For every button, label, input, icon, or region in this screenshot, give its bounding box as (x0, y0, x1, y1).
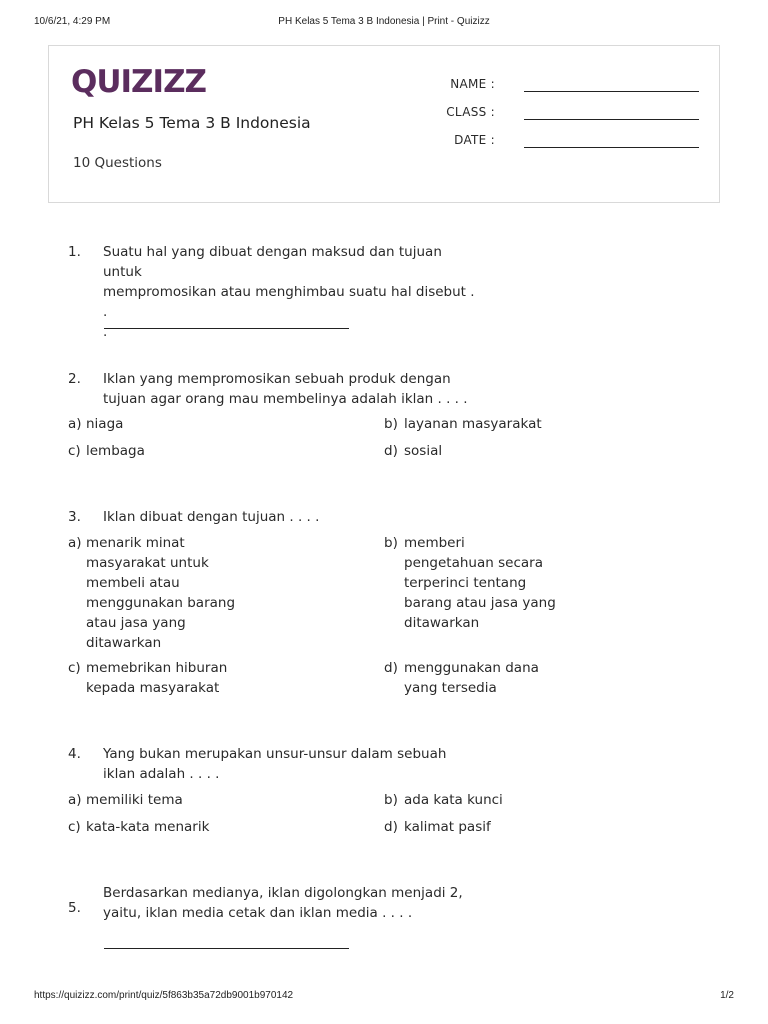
option-text: kalimat pasif (404, 819, 491, 835)
option-line: menggunakan dana (404, 660, 539, 676)
answer-line-q1 (104, 328, 349, 329)
page-number: 1/2 (720, 990, 734, 1001)
option-line: menggunakan barang (86, 595, 236, 611)
name-blank-line (524, 91, 699, 92)
option-text: memiliki tema (86, 792, 183, 808)
question-stem (103, 242, 478, 342)
option-letter: d) (384, 660, 398, 676)
stem-line: Yang bukan merupakan unsur-unsur dalam sebuah (103, 746, 447, 762)
stem-line: Berdasarkan medianya, iklan digolongkan menjadi 2, (103, 885, 463, 901)
option-letter: b) (384, 535, 398, 551)
question-number: 3. (68, 509, 81, 525)
option-text: lembaga (86, 443, 145, 459)
option-text: ada kata kunci (404, 792, 503, 808)
class-label: CLASS : (446, 105, 495, 119)
class-blank-line (524, 119, 699, 120)
option-line: ditawarkan (86, 635, 162, 651)
date-field (439, 133, 699, 151)
stem-line: Iklan dibuat dengan tujuan . . . . (103, 509, 320, 525)
option-letter: a) (68, 416, 82, 432)
option-letter: d) (384, 443, 398, 459)
option-text (86, 658, 266, 698)
question-stem (103, 883, 478, 923)
option-line: masyarakat untuk (86, 555, 209, 571)
option-letter: b) (384, 792, 398, 808)
option-text (404, 533, 584, 633)
option-line: membeli atau (86, 575, 180, 591)
stem-line: Suatu hal yang dibuat dengan maksud dan tujuan untuk (103, 244, 442, 280)
option-line: ditawarkan (404, 615, 480, 631)
option-letter: d) (384, 819, 398, 835)
question-count: 10 Questions (73, 155, 162, 171)
question-number: 4. (68, 746, 81, 762)
question-number: 5. (68, 900, 81, 916)
option-line: yang tersedia (404, 680, 497, 696)
option-text: layanan masyarakat (404, 416, 542, 432)
question-stem (103, 369, 478, 409)
name-field (439, 77, 699, 95)
option-letter: a) (68, 535, 82, 551)
print-header (34, 16, 734, 30)
question-number: 2. (68, 371, 81, 387)
option-letter: b) (384, 416, 398, 432)
stem-line: iklan adalah . . . . (103, 766, 220, 782)
option-line: terperinci tentang (404, 575, 527, 591)
option-letter: a) (68, 792, 82, 808)
option-text (86, 533, 256, 653)
option-text: kata-kata menarik (86, 819, 210, 835)
date-blank-line (524, 147, 699, 148)
stem-line: yaitu, iklan media cetak dan iklan media . . . . (103, 905, 413, 921)
print-document-title: PH Kelas 5 Tema 3 B Indonesia | Print - Quizizz (278, 16, 490, 27)
class-field (439, 105, 699, 123)
option-line: pengetahuan secara (404, 555, 543, 571)
stem-line: Iklan yang mempromosikan sebuah produk dengan (103, 371, 451, 387)
question-stem (103, 744, 478, 784)
option-line: memebrikan hiburan (86, 660, 228, 676)
question-stem (103, 507, 478, 527)
stem-line: . (103, 324, 108, 340)
answer-line-q5 (104, 948, 349, 949)
option-letter: c) (68, 443, 81, 459)
option-line: kepada masyarakat (86, 680, 220, 696)
option-line: atau jasa yang (86, 615, 186, 631)
option-text: sosial (404, 443, 443, 459)
quiz-title: PH Kelas 5 Tema 3 B Indonesia (73, 114, 311, 132)
option-line: menarik minat (86, 535, 185, 551)
option-line: barang atau jasa yang (404, 595, 556, 611)
print-footer (34, 990, 734, 1004)
option-line: memberi (404, 535, 465, 551)
stem-line: mempromosikan atau menghimbau suatu hal disebut . . (103, 284, 475, 320)
name-label: NAME : (450, 77, 495, 91)
date-label: DATE : (454, 133, 495, 147)
option-letter: c) (68, 819, 81, 835)
stem-line: tujuan agar orang mau membelinya adalah iklan . . . . (103, 391, 468, 407)
quiz-header-card (48, 45, 720, 203)
option-letter: c) (68, 660, 81, 676)
svg-text:QUIZIZZ: QUIZIZZ (71, 64, 206, 100)
option-text: niaga (86, 416, 124, 432)
option-text (404, 658, 584, 698)
question-number: 1. (68, 244, 81, 260)
quizizz-logo (71, 62, 206, 102)
print-datetime: 10/6/21, 4:29 PM (34, 16, 111, 27)
print-url: https://quizizz.com/print/quiz/5f863b35a72db9001b970142 (34, 990, 294, 1001)
